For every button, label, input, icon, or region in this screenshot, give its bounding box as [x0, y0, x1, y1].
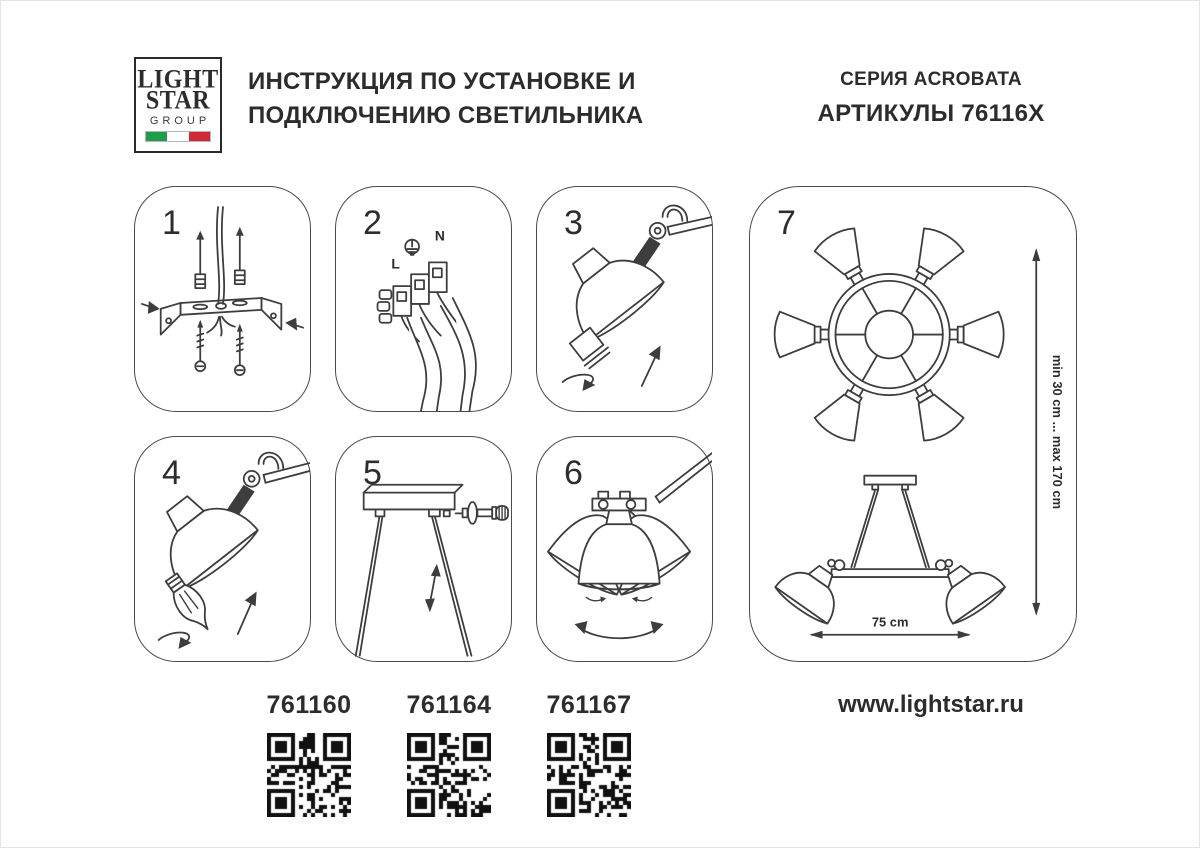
step-panel-7: [749, 186, 1077, 662]
install-bulb-diagram: [135, 437, 310, 661]
swivel-shade-diagram: [537, 437, 712, 661]
vertical-dimension-label: min 30 cm ... max 170 cm: [1050, 354, 1066, 510]
step-number: 6: [564, 454, 583, 492]
title-line-2: ПОДКЛЮЧЕНИЮ СВЕТИЛЬНИКА: [248, 102, 644, 130]
step-number: 4: [162, 454, 181, 492]
articles-code: АРТИКУЛЫ 76116X: [817, 100, 1045, 127]
title-line-1: ИНСТРУКЦИЯ ПО УСТАНОВКЕ И: [248, 68, 636, 95]
step-number: 7: [777, 204, 796, 242]
qr-block-761167: [531, 691, 647, 822]
step-panel-2: [335, 186, 512, 412]
horizontal-dimension-label: 75 cm: [871, 614, 909, 630]
terminal-n-label: N: [434, 227, 445, 244]
logo-text-group: GROUP: [149, 115, 211, 128]
adjust-suspension-diagram: [336, 437, 511, 661]
ceiling-bracket-diagram: [135, 187, 310, 411]
logo-text-light: LIGHT: [137, 65, 219, 94]
terminal-block-diagram: [336, 187, 511, 411]
article-number: 761164: [406, 691, 492, 719]
terminal-l-label: L: [391, 255, 400, 272]
flag-white: [167, 132, 188, 141]
article-number: 761160: [266, 691, 352, 719]
page-title: [248, 65, 643, 133]
step-panel-6: [536, 436, 713, 662]
qr-block-761160: [251, 691, 367, 822]
qr-code: [547, 733, 631, 817]
step-number: 1: [162, 204, 181, 242]
flag-green: [146, 132, 167, 141]
flag-red: [189, 132, 210, 141]
qr-block-761164: [391, 691, 507, 822]
step-panel-1: [134, 186, 311, 412]
qr-code: [267, 733, 351, 817]
shade-ring-diagram: [537, 187, 712, 411]
series-name: СЕРИЯ ACROBATA: [840, 69, 1022, 90]
italian-flag-bar: [145, 131, 211, 142]
step-panel-3: [536, 186, 713, 412]
logo-text-star: STAR: [145, 86, 211, 115]
step-number: 5: [363, 454, 382, 492]
step-panel-4: [134, 436, 311, 662]
step-number: 3: [564, 204, 583, 242]
series-block: [789, 69, 1073, 128]
qr-code: [407, 733, 491, 817]
website-url: www.lightstar.ru: [838, 691, 1024, 718]
lightstar-logo: [134, 57, 222, 153]
article-number: 761167: [546, 691, 632, 719]
fixture-dimensions-diagram: [750, 187, 1076, 661]
step-panel-5: [335, 436, 512, 662]
step-number: 2: [363, 204, 382, 242]
